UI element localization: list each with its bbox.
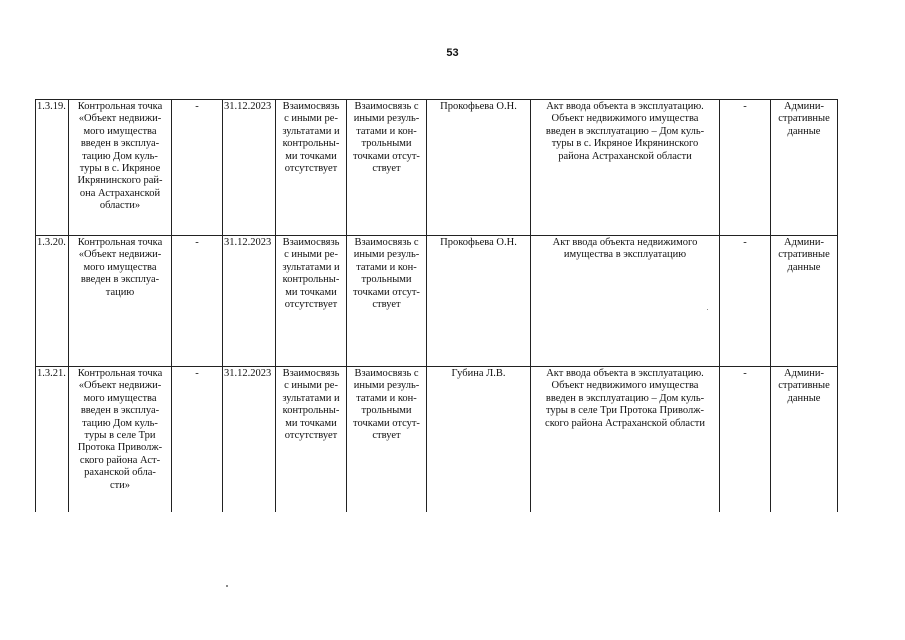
table-row <box>36 367 838 512</box>
dash-cell: - <box>720 100 771 236</box>
date-cell: 31.12.2023 <box>223 367 276 512</box>
row-number-cell: 1.3.20. <box>36 236 69 367</box>
control-point-name-cell: Контрольная точка «Объект недвижи- мого имущества введен в эксплуа- тацию Дом куль- туры в селе Три Протока Приволж- ского района Аст- раханской обла- сти» <box>69 367 172 512</box>
control-points-table <box>35 99 838 512</box>
control-point-name-cell: Контрольная точка «Объект недвижи- мого имущества введен в эксплуа- тацию <box>69 236 172 367</box>
row-number-cell: 1.3.21. <box>36 367 69 512</box>
date-cell: 31.12.2023 <box>223 236 276 367</box>
page-number: 53 <box>446 47 459 59</box>
executor-cell: Прокофьева О.Н. <box>427 100 531 236</box>
dash-cell: - <box>172 236 223 367</box>
relation-prev-cell: Взаимосвязь с иными ре- зультатами и контрольны- ми точками отсутствует <box>276 100 347 236</box>
table-row <box>36 236 838 367</box>
dash-cell: - <box>172 100 223 236</box>
row-number-cell: 1.3.19. <box>36 100 69 236</box>
scan-speck <box>707 309 708 310</box>
relation-prev-cell: Взаимосвязь с иными ре- зультатами и контрольны- ми точками отсутствует <box>276 367 347 512</box>
document-cell: Акт ввода объекта в эксплуатацию. Объект недвижимого имущества введен в эксплуатацию – Дом куль- туры в с. Икряное Икрянинского района Астраханской области <box>531 100 720 236</box>
dash-cell: - <box>172 367 223 512</box>
scan-speck <box>226 585 228 587</box>
data-source-cell: Админи- стративные данные <box>771 236 838 367</box>
relation-prev-cell: Взаимосвязь с иными ре- зультатами и контрольны- ми точками отсутствует <box>276 236 347 367</box>
document-cell: Акт ввода объекта недвижимого имущества в эксплуатацию <box>531 236 720 367</box>
date-cell: 31.12.2023 <box>223 100 276 236</box>
dash-cell: - <box>720 367 771 512</box>
relation-next-cell: Взаимосвязь с иными резуль- татами и кон- трольными точками отсут- ствует <box>347 236 427 367</box>
data-source-cell: Админи- стративные данные <box>771 100 838 236</box>
dash-cell: - <box>720 236 771 367</box>
data-source-cell: Админи- стративные данные <box>771 367 838 512</box>
table-row <box>36 100 838 236</box>
executor-cell: Губина Л.В. <box>427 367 531 512</box>
control-point-name-cell: Контрольная точка «Объект недвижи- мого имущества введен в эксплуа- тацию Дом куль- туры в с. Икряное Икрянинского рай- она Астраханской области» <box>69 100 172 236</box>
relation-next-cell: Взаимосвязь с иными резуль- татами и кон- трольными точками отсут- ствует <box>347 100 427 236</box>
document-cell: Акт ввода объекта в эксплуатацию. Объект недвижимого имущества введен в эксплуатацию – Дом куль- туры в селе Три Протока Приволж- ского района Астраханской области <box>531 367 720 512</box>
executor-cell: Прокофьева О.Н. <box>427 236 531 367</box>
relation-next-cell: Взаимосвязь с иными резуль- татами и кон- трольными точками отсут- ствует <box>347 367 427 512</box>
